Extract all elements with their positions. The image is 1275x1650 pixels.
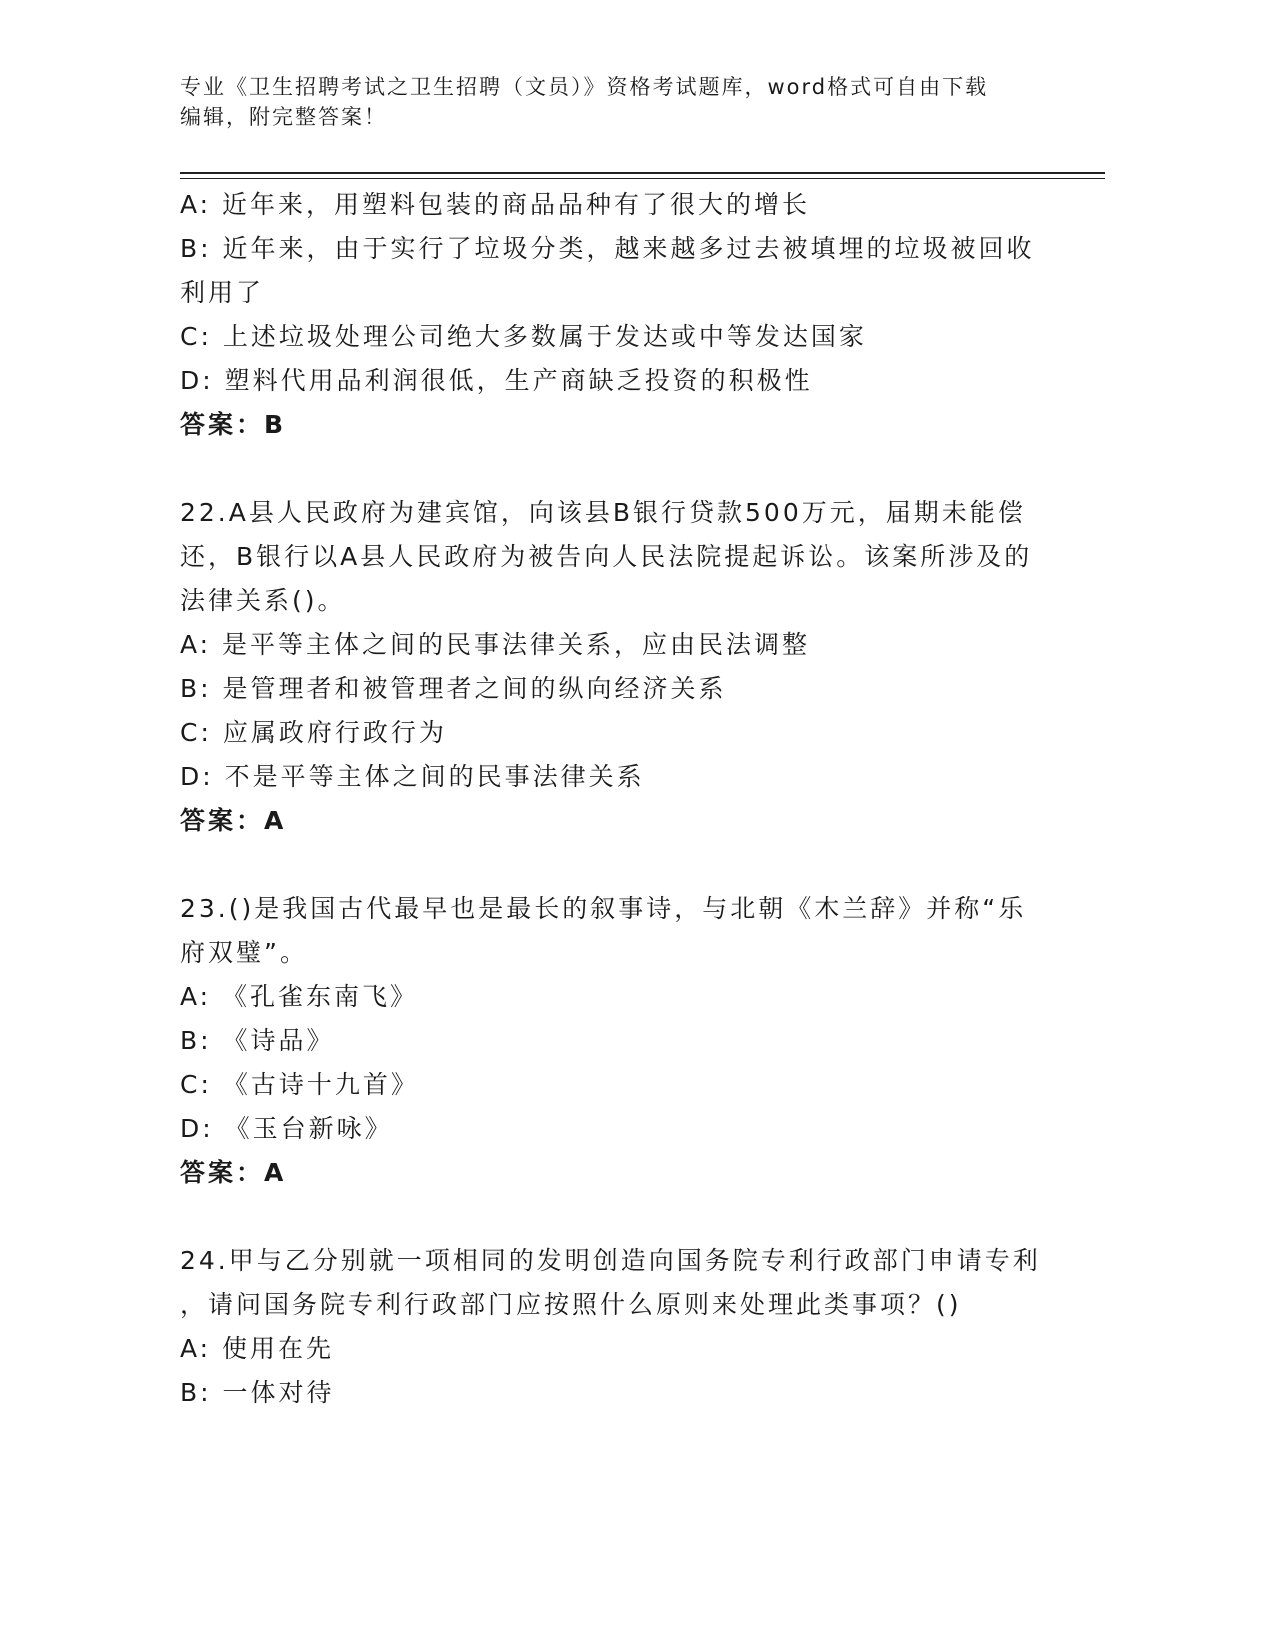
header-line-2: 编辑，附完整答案！ <box>180 105 387 129</box>
option-b: B: 近年来，由于实行了垃圾分类，越来越多过去被填埋的垃圾被回收 <box>180 234 1035 263</box>
question-stem-line: 24.甲与乙分别就一项相同的发明创造向国务院专利行政部门申请专利 <box>180 1246 1041 1275</box>
option-d: D: 不是平等主体之间的民事法律关系 <box>180 762 645 791</box>
question-stem-line: 法律关系()。 <box>180 586 346 615</box>
header-divider-thick <box>180 172 1105 174</box>
option-a: A: 近年来，用塑料包装的商品品种有了很大的增长 <box>180 190 811 219</box>
question-stem-line: ，请问国务院专利行政部门应按照什么原则来处理此类事项？() <box>180 1290 962 1319</box>
answer-line: 答案：A <box>180 1158 287 1187</box>
option-c: C: 上述垃圾处理公司绝大多数属于发达或中等发达国家 <box>180 322 867 351</box>
option-d: D: 塑料代用品利润很低，生产商缺乏投资的积极性 <box>180 366 813 395</box>
question-stem-line: 23.()是我国古代最早也是最长的叙事诗，与北朝《木兰辞》并称“乐 <box>180 894 1027 923</box>
option-a: A: 使用在先 <box>180 1334 335 1363</box>
question-23 <box>180 887 1040 1195</box>
option-b: B: 一体对待 <box>180 1378 335 1407</box>
question-stem-line: 还，B银行以A县人民政府为被告向人民法院提起诉讼。该案所涉及的 <box>180 542 1033 571</box>
option-b-continued: 利用了 <box>180 278 265 307</box>
question-24 <box>180 1239 1040 1415</box>
option-c: C: 应属政府行政行为 <box>180 718 447 747</box>
option-b: B: 《诗品》 <box>180 1026 335 1055</box>
header-divider-thin <box>180 178 1105 179</box>
option-a: A: 《孔雀东南飞》 <box>180 982 419 1011</box>
question-stem-line: 22.A县人民政府为建宾馆，向该县B银行贷款500万元，届期未能偿 <box>180 498 1026 527</box>
answer-line: 答案：B <box>180 410 287 439</box>
question-list <box>180 183 1040 1415</box>
question-21 <box>180 183 1040 447</box>
option-a: A: 是平等主体之间的民事法律关系，应由民法调整 <box>180 630 811 659</box>
option-d: D: 《玉台新咏》 <box>180 1114 393 1143</box>
question-22 <box>180 491 1040 843</box>
option-c: C: 《古诗十九首》 <box>180 1070 419 1099</box>
document-header <box>180 72 1030 132</box>
option-b: B: 是管理者和被管理者之间的纵向经济关系 <box>180 674 727 703</box>
question-stem-line: 府双璧”。 <box>180 938 308 967</box>
header-line-1: 专业《卫生招聘考试之卫生招聘（文员）》资格考试题库，word格式可自由下载 <box>180 75 989 99</box>
answer-line: 答案：A <box>180 806 287 835</box>
